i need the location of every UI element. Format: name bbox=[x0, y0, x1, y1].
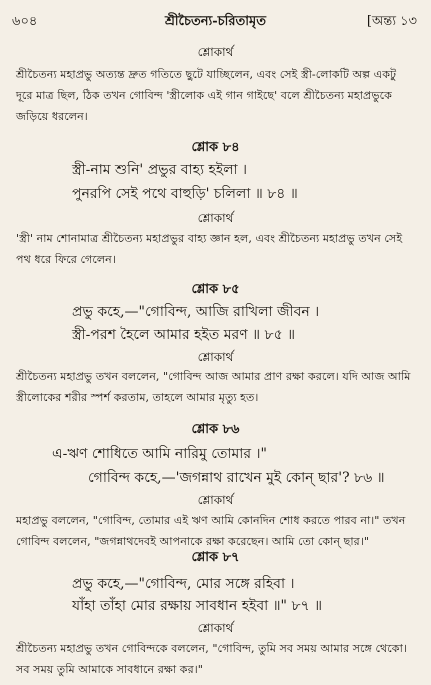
translation-paragraph: শ্রীচৈতন্য মহাপ্রভু তখন বললেন, "গোবিন্দ আজ আমার প্রাণ রক্ষা করলে। যদি আজ আমি স্ত্রীলোকের শরীর স্পর্শ করতাম, তাহলে আমার মৃত্যু হত। bbox=[16, 370, 411, 404]
chapter-marker: [অন্ত্য ১৩ bbox=[366, 14, 417, 29]
translation-heading: শ্লোকার্থ bbox=[197, 350, 234, 364]
verse-line: প্রভু কহে,—"গোবিন্দ, মোর সঙ্গে রহিবা । bbox=[72, 576, 295, 592]
translation-paragraph: 'স্ত্রী' নাম শোনামাত্র শ্রীচৈতন্য মহাপ্রভুর বাহ্য জ্ঞান হল, এবং শ্রীচৈতন্য মহাপ্রভু তখন সেই পথ ধরে ফিরে গেলেন। bbox=[16, 232, 403, 266]
verse-line: যাঁহা তাঁহা মোর রক্ষায় সাবধান হইবা ॥" ৮৭ ॥ bbox=[72, 598, 323, 614]
verse-line: এ-ঋণ শোধিতে আমি নারিমু তোমার ।" bbox=[52, 446, 267, 462]
verse-line: স্ত্রী-নাম শুনি' প্রভুর বাহ্য হইলা । bbox=[72, 162, 248, 178]
translation-heading: শ্লোকার্থ bbox=[197, 45, 234, 59]
translation-paragraph: মহাপ্রভু বললেন, "গোবিন্দ, তোমার এই ঋণ আমি কোনদিন শোধ করতে পারব না।" তখন গোবিন্দ বললেন, "জগন্নাথদেবই আপনাকে রক্ষা করেছেন। আমি তো কোন্ ছার।" bbox=[16, 514, 406, 548]
translation-heading: শ্লোকার্থ bbox=[197, 621, 234, 635]
verse-line: গোবিন্দ কহে,—'জগন্নাথ রাখেন মুই কোন্ ছার'? ৮৬ ॥ bbox=[88, 470, 385, 486]
page-number: ৬০৪ bbox=[12, 14, 38, 29]
translation-heading: শ্লোকার্থ bbox=[197, 493, 234, 507]
page-header bbox=[0, 10, 431, 32]
translation-heading: শ্লোকার্থ bbox=[197, 211, 234, 225]
verse-line: প্রভু কহে,—"গোবিন্দ, আজি রাখিলা জীবন । bbox=[72, 304, 320, 320]
verse-line: স্ত্রী-পরশ হৈলে আমার হইত মরণ ॥ ৮৫ ॥ bbox=[72, 327, 296, 343]
book-title: শ্রীচৈতন্য-চরিতামৃত bbox=[164, 14, 267, 29]
verse-heading: শ্লোক ৮৫ bbox=[191, 282, 240, 297]
translation-paragraph: শ্রীচৈতন্য মহাপ্রভু অত্যন্ত দ্রুত গতিতে ছুটে যাচ্ছিলেন, এবং সেই স্ত্রী-লোকটি অল্প একটু দূরে মাত্র ছিল, ঠিক তখন গোবিন্দ 'স্ত্রীলোক এই গান গাইছে' বলে শ্রীচৈতন্য মহাপ্রভুকে জড়িয়ে ধরলেন। bbox=[16, 68, 397, 123]
verse-heading: শ্লোক ৮৬ bbox=[191, 422, 240, 437]
verse-heading: শ্লোক ৮৪ bbox=[191, 140, 240, 155]
verse-heading: শ্লোক ৮৭ bbox=[191, 550, 240, 565]
translation-paragraph: শ্রীচৈতন্য মহাপ্রভু তখন গোবিন্দকে বললেন, "গোবিন্দ, তুমি সব সময় আমার সঙ্গে থেকো। সব সময় তুমি আমাকে সাবধানে রক্ষা কর।" bbox=[16, 642, 407, 676]
verse-line: পুনরপি সেই পথে বাহুড়ি' চলিলা ॥ ৮৪ ॥ bbox=[72, 186, 298, 202]
